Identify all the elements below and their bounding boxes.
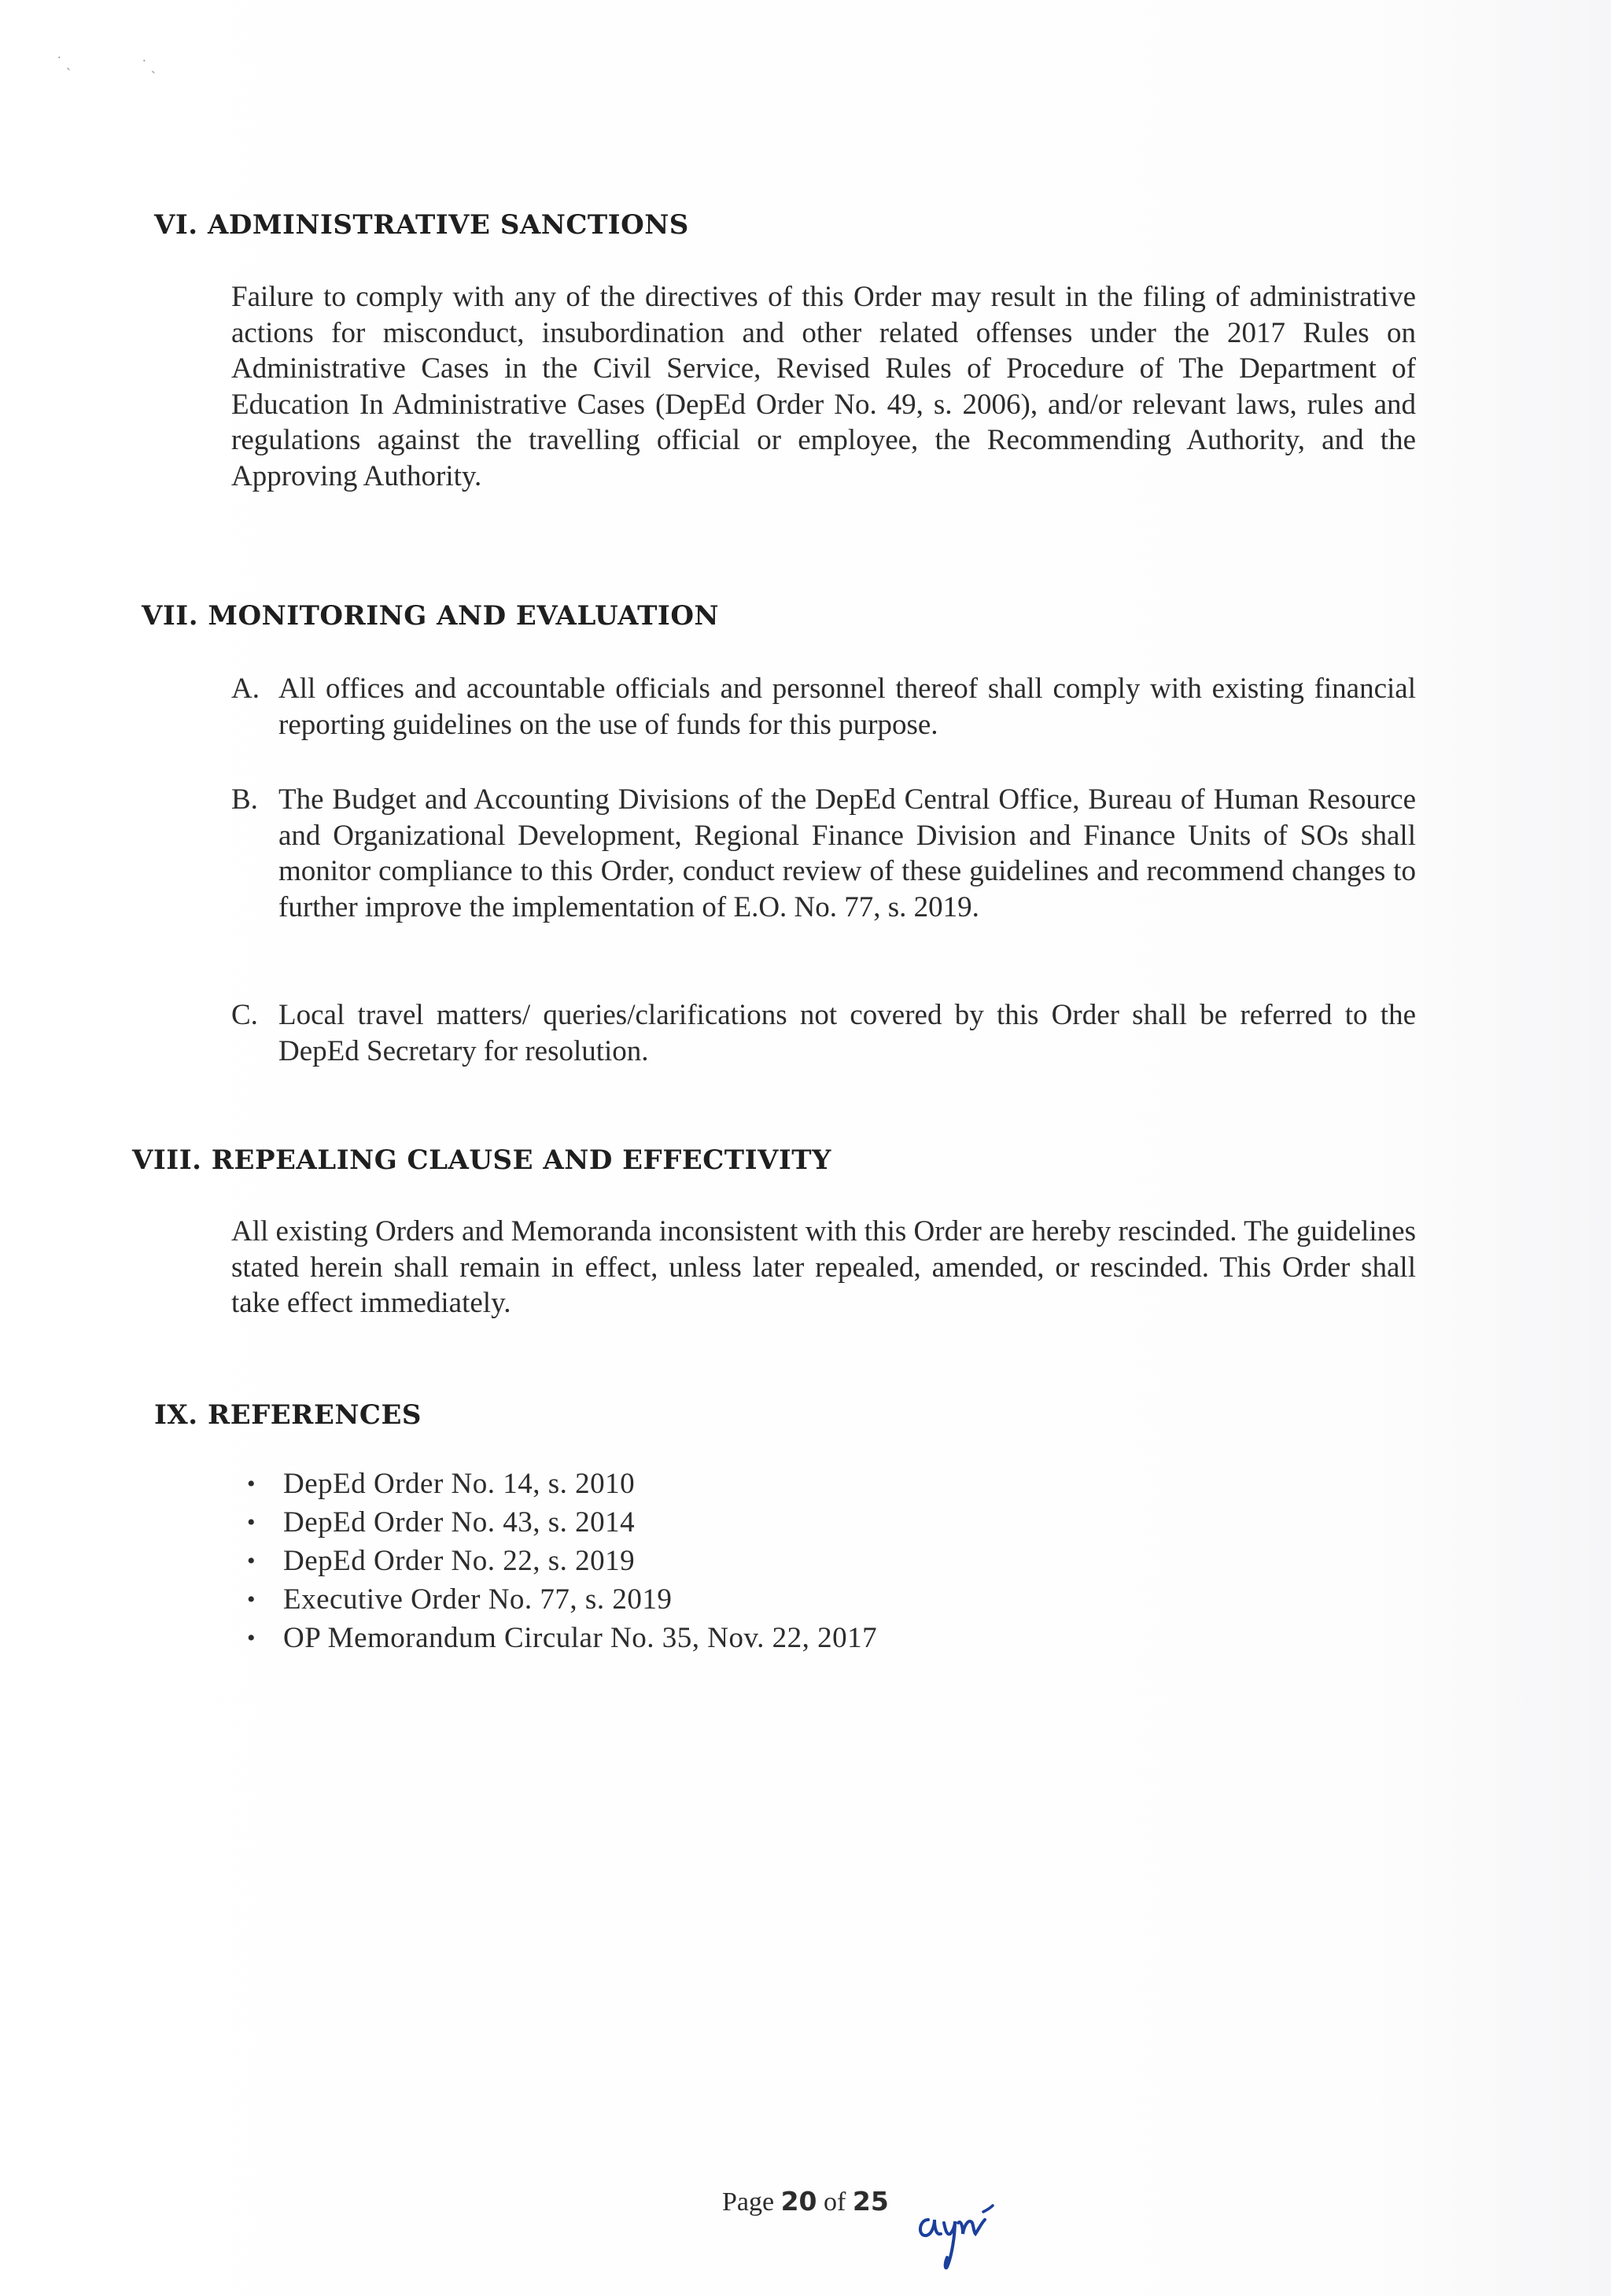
scan-artifact: ˙ ˏ — [57, 53, 72, 71]
bullet-icon: • — [247, 1509, 256, 1535]
monitoring-item-a — [231, 671, 1416, 743]
reference-item: • DepEd Order No. 22, s. 2019 — [244, 1542, 877, 1580]
repealing-clause-paragraph: All existing Orders and Memoranda inconsistent with this Order are hereby rescinded. The guidelines stated herein shall remain in effect, unless later repealed, amended, or rescinded. This Order shall take effect immediately. — [231, 1215, 1416, 1319]
scan-artifact: ˙ ˎ — [142, 57, 157, 74]
section-heading-administrative-sanctions: VI. ADMINISTRATIVE SANCTIONS — [154, 209, 689, 241]
item-text: The Budget and Accounting Divisions of the DepEd Central Office, Bureau of Human Resource and Organizational Development, Regional Finance Division and Finance Units of SOs shall monitor compliance to this Order, conduct review of these guidelines and recommend changes to further improve the implementation of E.O. No. 77, s. 2019. — [278, 783, 1416, 923]
bullet-icon: • — [247, 1587, 256, 1612]
section-heading-monitoring-evaluation: VII. MONITORING AND EVALUATION — [142, 600, 720, 632]
reference-item: • Executive Order No. 77, s. 2019 — [244, 1580, 877, 1619]
current-page: 20 — [780, 2186, 817, 2217]
item-letter: B. — [231, 783, 258, 816]
reference-item: • DepEd Order No. 43, s. 2014 — [244, 1503, 877, 1542]
item-letter: A. — [231, 673, 260, 705]
section-heading-repealing-clause: VIII. REPEALING CLAUSE AND EFFECTIVITY — [132, 1144, 831, 1176]
bullet-icon: • — [247, 1548, 256, 1574]
reference-item: • OP Memorandum Circular No. 35, Nov. 22, 2017 — [244, 1619, 877, 1657]
monitoring-item-c — [231, 997, 1416, 1069]
references-list — [244, 1465, 877, 1657]
reference-item: • DepEd Order No. 14, s. 2010 — [244, 1465, 877, 1503]
section-heading-references: IX. REFERENCES — [154, 1399, 422, 1431]
monitoring-item-b — [231, 782, 1416, 925]
bullet-icon: • — [247, 1471, 256, 1497]
total-pages: 25 — [852, 2186, 889, 2217]
item-text: Local travel matters/ queries/clarifications not covered by this Order shall be referred to the DepEd Secretary for resolution. — [278, 999, 1416, 1067]
item-text: All offices and accountable officials and personnel thereof shall comply with existing financial reporting guidelines on the use of funds for this purpose. — [278, 673, 1416, 741]
page-number: Page 20 of 25 — [722, 2186, 889, 2217]
administrative-sanctions-paragraph: Failure to comply with any of the directives of this Order may result in the filing of administrative actions for misconduct, insubordination and other related offenses under the 2017 Rules on Administrative Cases in the Civil Service, Revised Rules of Procedure of The Department of Education In Administrative Cases (DepEd Order No. 49, s. 2006), and/or relevant laws, rules and regulations against the travelling official or employee, the Recommending Authority, and the Approving Authority. — [231, 281, 1416, 492]
item-letter: C. — [231, 999, 258, 1031]
bullet-icon: • — [247, 1625, 256, 1651]
handwritten-initials-signature — [912, 2188, 1007, 2275]
